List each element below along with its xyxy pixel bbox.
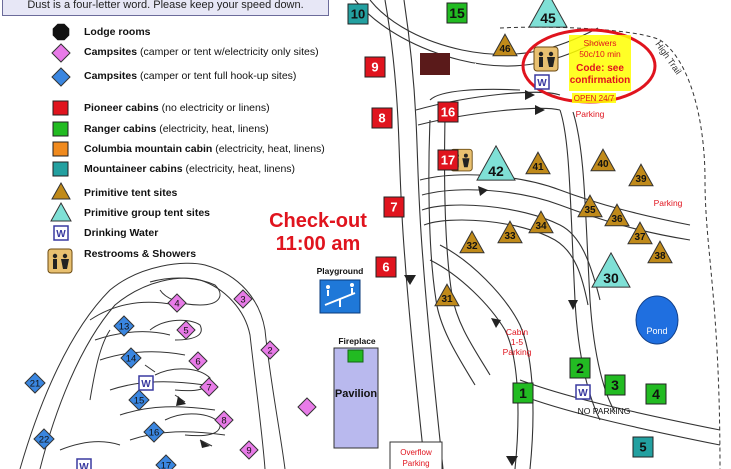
legend-cabin-icon bbox=[53, 122, 68, 136]
cabin-parking-label-3: Parking bbox=[502, 347, 532, 357]
ranger-cabin-number: 4 bbox=[652, 386, 660, 403]
pioneer-cabin-number: 9 bbox=[371, 59, 379, 75]
legend-cabin-icon bbox=[53, 101, 68, 115]
campsite-hookup-number: 17 bbox=[160, 460, 172, 469]
no-parking-label: NO PARKING bbox=[577, 406, 631, 416]
pioneer-cabin-number: 6 bbox=[382, 259, 390, 275]
legend-hookup-icon bbox=[52, 68, 70, 86]
showers-price: 50c/10 min bbox=[579, 49, 621, 59]
open-label: OPEN 24/7 bbox=[573, 94, 615, 103]
legend-water-icon-letter: W bbox=[56, 229, 66, 240]
campsite-electric-number: 7 bbox=[206, 382, 212, 394]
legend-pioneer: Pioneer cabins (no electricity or linens) bbox=[84, 102, 270, 114]
legend-tent-icon bbox=[52, 183, 70, 199]
legend-cabin-icon bbox=[53, 142, 68, 156]
pioneer-cabin-number: 8 bbox=[378, 110, 386, 126]
campsite-hookup-number: 15 bbox=[133, 395, 145, 407]
shed-label: shed bbox=[458, 61, 477, 71]
tent-site-number: 39 bbox=[635, 173, 647, 185]
campsite-hookup-number: 21 bbox=[29, 378, 41, 390]
tent-site-number: 37 bbox=[634, 231, 646, 243]
campsite-electric-number: 4 bbox=[174, 298, 180, 310]
tent-site-number: 38 bbox=[654, 250, 666, 262]
tent-site-number: 41 bbox=[532, 161, 544, 173]
fireplace-label: Fireplace bbox=[338, 336, 376, 346]
ranger-cabin-number: 3 bbox=[611, 377, 619, 394]
speed-banner: Dust is a four-letter word. Please keep your speed down. bbox=[2, 0, 329, 16]
campsite-electric-number: 6 bbox=[195, 356, 201, 368]
campsite-hookup-number: 14 bbox=[125, 353, 137, 365]
legend-mountaineer: Mountaineer cabins (electricity, heat, linens) bbox=[84, 163, 296, 175]
legend-ranger: Ranger cabins (electricity, heat, linens) bbox=[84, 123, 269, 135]
tent-site-number: 31 bbox=[441, 293, 453, 305]
restroom-icon bbox=[534, 47, 558, 71]
legend-electric-icon bbox=[52, 44, 70, 62]
legend-primitive-tent: Primitive tent sites bbox=[84, 187, 178, 199]
legend-group-icon bbox=[51, 203, 71, 221]
group-tent-site-number: 30 bbox=[603, 270, 619, 287]
parking-label-top: Parking bbox=[575, 109, 605, 119]
tent-site-number: 33 bbox=[504, 230, 516, 242]
pioneer-cabin-number: 7 bbox=[390, 199, 398, 215]
legend-lodge: Lodge rooms bbox=[84, 26, 151, 38]
campsite-electric-number: 5 bbox=[183, 325, 189, 337]
water-marker-letter: W bbox=[578, 388, 588, 399]
checkout-notice bbox=[258, 210, 378, 256]
ranger-cabin-number: 1 bbox=[519, 385, 527, 402]
pioneer-cabin-number: 16 bbox=[440, 104, 456, 120]
overflow-label-2: Parking bbox=[402, 459, 430, 468]
ranger-cabin-number: 15 bbox=[449, 5, 465, 22]
shed-building bbox=[420, 53, 450, 75]
cabin-parking-label-1: Cabin bbox=[505, 327, 529, 337]
tent-site-number: 40 bbox=[597, 158, 609, 170]
legend-group-tent: Primitive group tent sites bbox=[84, 207, 211, 219]
tent-site-number: 32 bbox=[466, 240, 478, 252]
campsite-hookup-number: 22 bbox=[38, 434, 50, 446]
campsite-electric-number: 9 bbox=[246, 445, 252, 457]
legend-lodge-icon bbox=[53, 24, 70, 41]
pond-shape bbox=[636, 296, 678, 344]
legend-restroom-icon bbox=[48, 249, 72, 273]
legend-markers bbox=[48, 24, 72, 273]
water-marker-letter: W bbox=[537, 78, 547, 89]
high-trail-label: High Trail bbox=[653, 39, 684, 77]
showers-confirmation: confirmation bbox=[569, 75, 631, 86]
pond-label: Pond bbox=[646, 326, 668, 336]
group-tent-site-number: 45 bbox=[540, 10, 556, 27]
legend-campsite-hookup: Campsites (camper or tent full hook-up sites) bbox=[84, 70, 297, 82]
legend-columbia: Columbia mountain cabin (electricity, heat, linens) bbox=[84, 143, 325, 155]
campsite-hookup-number: 13 bbox=[118, 321, 130, 333]
showers-label: Showers bbox=[583, 38, 617, 48]
campsite-electric-number: 3 bbox=[240, 294, 246, 306]
campsite-hookup-number: 16 bbox=[148, 427, 160, 439]
legend-restrooms: Restrooms & Showers bbox=[84, 248, 197, 260]
water-marker-letter: W bbox=[79, 462, 89, 469]
campsite-electric bbox=[298, 398, 316, 416]
pavilion-label: Pavilion bbox=[334, 388, 378, 400]
water-marker-letter: W bbox=[141, 379, 151, 390]
overflow-label-1: Overflow bbox=[400, 448, 432, 457]
group-tent-site-number: 42 bbox=[488, 163, 504, 180]
ranger-cabin-number: 2 bbox=[576, 360, 584, 377]
fireplace-marker bbox=[348, 350, 363, 362]
showers-code: Code: see bbox=[576, 63, 624, 74]
tent-site-number: 36 bbox=[611, 213, 623, 225]
campsite-electric-number: 2 bbox=[267, 345, 273, 357]
pioneer-cabin-number: 17 bbox=[440, 152, 456, 168]
campsite-electric-number: 8 bbox=[221, 415, 227, 427]
checkout-time: 11:00 am bbox=[275, 233, 361, 255]
legend-drinking-water: Drinking Water bbox=[84, 227, 159, 239]
legend-cabin-icon bbox=[53, 162, 68, 176]
legend-campsite-electric: Campsites (camper or tent w/electricity only sites) bbox=[84, 46, 319, 58]
playground-label: Playground bbox=[316, 266, 364, 276]
cabin-parking-label-2: 1-5 bbox=[510, 337, 524, 347]
playground-icon bbox=[320, 280, 360, 313]
mountaineer-cabin-number: 5 bbox=[639, 439, 647, 455]
checkout-title: Check-out bbox=[269, 210, 367, 232]
tent-site-number: 35 bbox=[584, 204, 596, 216]
parking-label-right: Parking bbox=[653, 198, 683, 208]
tent-site-number: 46 bbox=[499, 43, 511, 55]
tent-site-number: 34 bbox=[535, 220, 547, 232]
mountaineer-cabin-number: 10 bbox=[350, 6, 366, 22]
